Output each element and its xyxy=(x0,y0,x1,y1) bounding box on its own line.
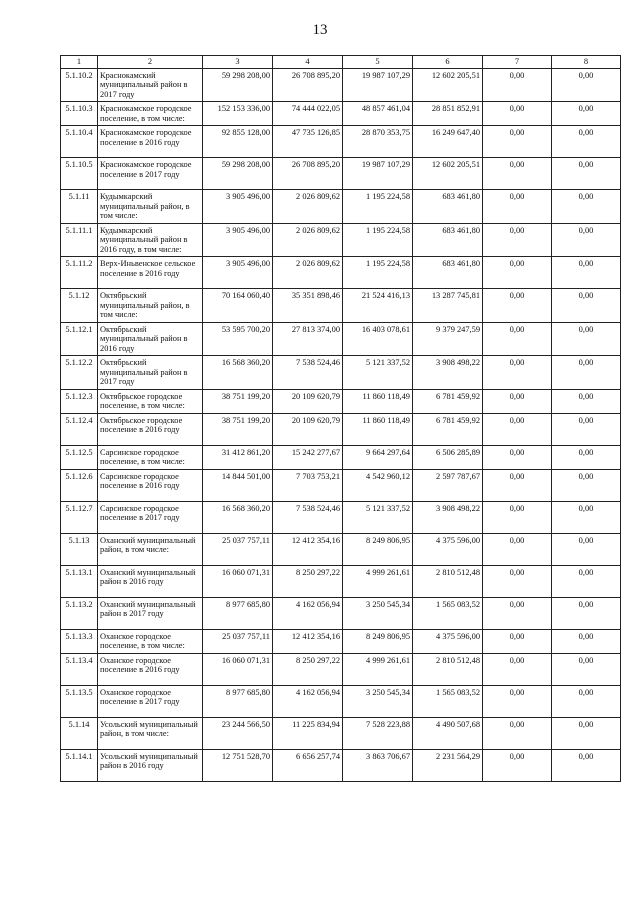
amount-col4-cell: 15 242 277,67 xyxy=(273,445,343,469)
amount-total-cell: 70 164 060,40 xyxy=(203,289,273,323)
amount-col7-cell: 0,00 xyxy=(483,257,552,289)
amount-total-cell: 8 977 685,80 xyxy=(203,597,273,629)
territory-name-cell: Октябрьский муниципальный район в 2017 году xyxy=(98,356,203,390)
territory-name-cell: Октябрьский муниципальный район, в том числе: xyxy=(98,289,203,323)
amount-col8-cell: 0,00 xyxy=(552,389,621,413)
row-number-cell: 5.1.14.1 xyxy=(61,749,98,781)
amount-col4-cell: 35 351 898,46 xyxy=(273,289,343,323)
territory-name-cell: Верх-Иньвенское сельское поселение в 2016 году xyxy=(98,257,203,289)
amount-col6-cell: 1 565 083,52 xyxy=(413,597,483,629)
amount-col4-cell: 74 444 022,05 xyxy=(273,102,343,126)
amount-col4-cell: 8 250 297,22 xyxy=(273,565,343,597)
amount-col8-cell: 0,00 xyxy=(552,653,621,685)
amount-total-cell: 3 905 496,00 xyxy=(203,223,273,257)
column-number-row xyxy=(61,56,621,69)
row-number-cell: 5.1.10.2 xyxy=(61,68,98,102)
amount-col7-cell: 0,00 xyxy=(483,190,552,224)
table-row xyxy=(61,717,621,749)
column-header: 6 xyxy=(413,56,483,69)
territory-name-cell: Оханское городское поселение в 2016 году xyxy=(98,653,203,685)
amount-col5-cell: 11 860 118,49 xyxy=(343,389,413,413)
amount-col8-cell: 0,00 xyxy=(552,533,621,565)
table-row xyxy=(61,749,621,781)
table-row xyxy=(61,68,621,102)
table-row xyxy=(61,469,621,501)
amount-col4-cell: 8 250 297,22 xyxy=(273,653,343,685)
amount-col6-cell: 3 908 498,22 xyxy=(413,501,483,533)
column-header: 3 xyxy=(203,56,273,69)
table-row xyxy=(61,533,621,565)
amount-total-cell: 152 153 336,00 xyxy=(203,102,273,126)
amount-col8-cell: 0,00 xyxy=(552,223,621,257)
amount-col5-cell: 7 528 223,88 xyxy=(343,717,413,749)
row-number-cell: 5.1.10.3 xyxy=(61,102,98,126)
amount-col6-cell: 4 490 507,68 xyxy=(413,717,483,749)
row-number-cell: 5.1.13.2 xyxy=(61,597,98,629)
territory-name-cell: Сарсинское городское поселение в 2016 году xyxy=(98,469,203,501)
amount-col6-cell: 6 506 285,89 xyxy=(413,445,483,469)
amount-col7-cell: 0,00 xyxy=(483,629,552,653)
amount-col7-cell: 0,00 xyxy=(483,685,552,717)
amount-total-cell: 16 568 360,20 xyxy=(203,501,273,533)
amount-col5-cell: 9 664 297,64 xyxy=(343,445,413,469)
row-number-cell: 5.1.12.6 xyxy=(61,469,98,501)
amount-col7-cell: 0,00 xyxy=(483,597,552,629)
amount-col8-cell: 0,00 xyxy=(552,413,621,445)
amount-col4-cell: 12 412 354,16 xyxy=(273,533,343,565)
amount-col4-cell: 7 703 753,21 xyxy=(273,469,343,501)
table-row xyxy=(61,565,621,597)
amount-col4-cell: 7 538 524,46 xyxy=(273,356,343,390)
amount-col6-cell: 2 810 512,48 xyxy=(413,565,483,597)
amount-col7-cell: 0,00 xyxy=(483,469,552,501)
amount-col7-cell: 0,00 xyxy=(483,322,552,356)
amount-col4-cell: 2 026 809,62 xyxy=(273,257,343,289)
amount-col7-cell: 0,00 xyxy=(483,653,552,685)
amount-col5-cell: 19 987 107,29 xyxy=(343,68,413,102)
table-row xyxy=(61,597,621,629)
row-number-cell: 5.1.12.2 xyxy=(61,356,98,390)
amount-col4-cell: 4 162 056,94 xyxy=(273,597,343,629)
amount-col8-cell: 0,00 xyxy=(552,565,621,597)
amount-col7-cell: 0,00 xyxy=(483,158,552,190)
amount-col8-cell: 0,00 xyxy=(552,102,621,126)
amount-col4-cell: 2 026 809,62 xyxy=(273,223,343,257)
territory-name-cell: Краснокамский муниципальный район в 2017 году xyxy=(98,68,203,102)
budget-table xyxy=(60,55,621,782)
amount-total-cell: 16 060 071,31 xyxy=(203,653,273,685)
amount-col4-cell: 26 708 895,20 xyxy=(273,158,343,190)
amount-col4-cell: 20 109 620,79 xyxy=(273,413,343,445)
row-number-cell: 5.1.13 xyxy=(61,533,98,565)
row-number-cell: 5.1.14 xyxy=(61,717,98,749)
territory-name-cell: Октябрьское городское поселение в 2016 году xyxy=(98,413,203,445)
row-number-cell: 5.1.12.7 xyxy=(61,501,98,533)
amount-col6-cell: 4 375 596,00 xyxy=(413,629,483,653)
amount-col7-cell: 0,00 xyxy=(483,389,552,413)
amount-col6-cell: 16 249 647,40 xyxy=(413,126,483,158)
row-number-cell: 5.1.10.4 xyxy=(61,126,98,158)
amount-col5-cell: 4 542 960,12 xyxy=(343,469,413,501)
amount-total-cell: 8 977 685,80 xyxy=(203,685,273,717)
amount-total-cell: 12 751 528,70 xyxy=(203,749,273,781)
territory-name-cell: Оханский муниципальный район в 2017 году xyxy=(98,597,203,629)
amount-col8-cell: 0,00 xyxy=(552,257,621,289)
amount-total-cell: 59 298 208,00 xyxy=(203,68,273,102)
table-row xyxy=(61,629,621,653)
row-number-cell: 5.1.12.5 xyxy=(61,445,98,469)
amount-col5-cell: 3 250 545,34 xyxy=(343,597,413,629)
amount-col5-cell: 3 250 545,34 xyxy=(343,685,413,717)
row-number-cell: 5.1.11.2 xyxy=(61,257,98,289)
row-number-cell: 5.1.12.3 xyxy=(61,389,98,413)
amount-col4-cell: 11 225 834,94 xyxy=(273,717,343,749)
amount-total-cell: 38 751 199,20 xyxy=(203,413,273,445)
amount-col8-cell: 0,00 xyxy=(552,445,621,469)
amount-total-cell: 16 060 071,31 xyxy=(203,565,273,597)
amount-col5-cell: 4 999 261,61 xyxy=(343,565,413,597)
table-row xyxy=(61,289,621,323)
amount-col7-cell: 0,00 xyxy=(483,126,552,158)
amount-col5-cell: 5 121 337,52 xyxy=(343,356,413,390)
amount-col6-cell: 1 565 083,52 xyxy=(413,685,483,717)
territory-name-cell: Кудымкарский муниципальный район, в том числе: xyxy=(98,190,203,224)
table-row xyxy=(61,685,621,717)
territory-name-cell: Сарсинское городское поселение, в том числе: xyxy=(98,445,203,469)
amount-col6-cell: 2 810 512,48 xyxy=(413,653,483,685)
amount-col5-cell: 8 249 806,95 xyxy=(343,533,413,565)
amount-col7-cell: 0,00 xyxy=(483,565,552,597)
amount-total-cell: 14 844 501,00 xyxy=(203,469,273,501)
amount-col8-cell: 0,00 xyxy=(552,322,621,356)
territory-name-cell: Усольский муниципальный район, в том числе: xyxy=(98,717,203,749)
table-row xyxy=(61,389,621,413)
column-header: 4 xyxy=(273,56,343,69)
territory-name-cell: Кудымкарский муниципальный район в 2016 году, в том числе: xyxy=(98,223,203,257)
amount-col6-cell: 2 231 564,29 xyxy=(413,749,483,781)
amount-col6-cell: 28 851 852,91 xyxy=(413,102,483,126)
amount-col5-cell: 16 403 078,61 xyxy=(343,322,413,356)
table-row xyxy=(61,102,621,126)
amount-col4-cell: 2 026 809,62 xyxy=(273,190,343,224)
territory-name-cell: Краснокамское городское поселение, в том числе: xyxy=(98,102,203,126)
row-number-cell: 5.1.11.1 xyxy=(61,223,98,257)
amount-col6-cell: 6 781 459,92 xyxy=(413,389,483,413)
row-number-cell: 5.1.13.4 xyxy=(61,653,98,685)
row-number-cell: 5.1.11 xyxy=(61,190,98,224)
column-header: 2 xyxy=(98,56,203,69)
amount-col8-cell: 0,00 xyxy=(552,289,621,323)
table-body xyxy=(61,68,621,781)
table-row xyxy=(61,322,621,356)
amount-col8-cell: 0,00 xyxy=(552,501,621,533)
amount-col7-cell: 0,00 xyxy=(483,445,552,469)
column-header: 1 xyxy=(61,56,98,69)
territory-name-cell: Оханский муниципальный район в 2016 году xyxy=(98,565,203,597)
territory-name-cell: Краснокамское городское поселение в 2017 году xyxy=(98,158,203,190)
amount-col6-cell: 683 461,80 xyxy=(413,223,483,257)
page-number: 13 xyxy=(312,22,328,38)
amount-total-cell: 31 412 861,20 xyxy=(203,445,273,469)
amount-col6-cell: 12 602 205,51 xyxy=(413,158,483,190)
table-row xyxy=(61,501,621,533)
amount-col6-cell: 683 461,80 xyxy=(413,257,483,289)
amount-total-cell: 53 595 700,20 xyxy=(203,322,273,356)
row-number-cell: 5.1.10.5 xyxy=(61,158,98,190)
amount-col6-cell: 3 908 498,22 xyxy=(413,356,483,390)
amount-col4-cell: 27 813 374,00 xyxy=(273,322,343,356)
amount-col8-cell: 0,00 xyxy=(552,685,621,717)
amount-col7-cell: 0,00 xyxy=(483,68,552,102)
table-row xyxy=(61,445,621,469)
amount-total-cell: 3 905 496,00 xyxy=(203,190,273,224)
amount-col6-cell: 2 597 787,67 xyxy=(413,469,483,501)
amount-col5-cell: 19 987 107,29 xyxy=(343,158,413,190)
amount-col7-cell: 0,00 xyxy=(483,223,552,257)
table-row xyxy=(61,413,621,445)
amount-col5-cell: 48 857 461,04 xyxy=(343,102,413,126)
amount-col7-cell: 0,00 xyxy=(483,717,552,749)
table-row xyxy=(61,126,621,158)
amount-col6-cell: 683 461,80 xyxy=(413,190,483,224)
row-number-cell: 5.1.13.1 xyxy=(61,565,98,597)
amount-col8-cell: 0,00 xyxy=(552,749,621,781)
amount-col8-cell: 0,00 xyxy=(552,68,621,102)
row-number-cell: 5.1.12.4 xyxy=(61,413,98,445)
row-number-cell: 5.1.13.3 xyxy=(61,629,98,653)
amount-col8-cell: 0,00 xyxy=(552,356,621,390)
amount-col8-cell: 0,00 xyxy=(552,190,621,224)
territory-name-cell: Усольский муниципальный район в 2016 году xyxy=(98,749,203,781)
territory-name-cell: Октябрьский муниципальный район в 2016 году xyxy=(98,322,203,356)
amount-col7-cell: 0,00 xyxy=(483,102,552,126)
amount-col7-cell: 0,00 xyxy=(483,356,552,390)
amount-col7-cell: 0,00 xyxy=(483,501,552,533)
table-row xyxy=(61,257,621,289)
amount-total-cell: 25 037 757,11 xyxy=(203,533,273,565)
amount-total-cell: 59 298 208,00 xyxy=(203,158,273,190)
territory-name-cell: Оханское городское поселение в 2017 году xyxy=(98,685,203,717)
amount-col6-cell: 12 602 205,51 xyxy=(413,68,483,102)
amount-col5-cell: 28 870 353,75 xyxy=(343,126,413,158)
row-number-cell: 5.1.13.5 xyxy=(61,685,98,717)
table-row xyxy=(61,653,621,685)
amount-total-cell: 92 855 128,00 xyxy=(203,126,273,158)
amount-col6-cell: 9 379 247,59 xyxy=(413,322,483,356)
amount-col7-cell: 0,00 xyxy=(483,533,552,565)
territory-name-cell: Оханское городское поселение, в том числе: xyxy=(98,629,203,653)
amount-col7-cell: 0,00 xyxy=(483,413,552,445)
amount-col5-cell: 4 999 261,61 xyxy=(343,653,413,685)
amount-total-cell: 25 037 757,11 xyxy=(203,629,273,653)
territory-name-cell: Сарсинское городское поселение в 2017 году xyxy=(98,501,203,533)
amount-col4-cell: 20 109 620,79 xyxy=(273,389,343,413)
amount-col5-cell: 5 121 337,52 xyxy=(343,501,413,533)
amount-col4-cell: 47 735 126,85 xyxy=(273,126,343,158)
amount-total-cell: 23 244 566,50 xyxy=(203,717,273,749)
amount-col8-cell: 0,00 xyxy=(552,469,621,501)
amount-col5-cell: 11 860 118,49 xyxy=(343,413,413,445)
column-header: 5 xyxy=(343,56,413,69)
amount-col4-cell: 12 412 354,16 xyxy=(273,629,343,653)
amount-col6-cell: 13 287 745,81 xyxy=(413,289,483,323)
amount-col4-cell: 26 708 895,20 xyxy=(273,68,343,102)
amount-col4-cell: 6 656 257,74 xyxy=(273,749,343,781)
row-number-cell: 5.1.12 xyxy=(61,289,98,323)
amount-total-cell: 16 568 360,20 xyxy=(203,356,273,390)
amount-col5-cell: 1 195 224,58 xyxy=(343,223,413,257)
territory-name-cell: Краснокамское городское поселение в 2016 году xyxy=(98,126,203,158)
column-header: 8 xyxy=(552,56,621,69)
amount-col6-cell: 6 781 459,92 xyxy=(413,413,483,445)
amount-col8-cell: 0,00 xyxy=(552,597,621,629)
table-row xyxy=(61,356,621,390)
territory-name-cell: Октябрьское городское поселение, в том числе: xyxy=(98,389,203,413)
amount-total-cell: 3 905 496,00 xyxy=(203,257,273,289)
amount-col5-cell: 8 249 806,95 xyxy=(343,629,413,653)
amount-col5-cell: 1 195 224,58 xyxy=(343,257,413,289)
amount-col6-cell: 4 375 596,00 xyxy=(413,533,483,565)
amount-total-cell: 38 751 199,20 xyxy=(203,389,273,413)
amount-col7-cell: 0,00 xyxy=(483,289,552,323)
amount-col5-cell: 21 524 416,13 xyxy=(343,289,413,323)
amount-col5-cell: 1 195 224,58 xyxy=(343,190,413,224)
table-row xyxy=(61,190,621,224)
territory-name-cell: Оханский муниципальный район, в том числе: xyxy=(98,533,203,565)
amount-col4-cell: 4 162 056,94 xyxy=(273,685,343,717)
amount-col8-cell: 0,00 xyxy=(552,126,621,158)
amount-col5-cell: 3 863 706,67 xyxy=(343,749,413,781)
amount-col8-cell: 0,00 xyxy=(552,629,621,653)
amount-col8-cell: 0,00 xyxy=(552,717,621,749)
table-row xyxy=(61,158,621,190)
amount-col7-cell: 0,00 xyxy=(483,749,552,781)
amount-col8-cell: 0,00 xyxy=(552,158,621,190)
row-number-cell: 5.1.12.1 xyxy=(61,322,98,356)
table-row xyxy=(61,223,621,257)
amount-col4-cell: 7 538 524,46 xyxy=(273,501,343,533)
column-header: 7 xyxy=(483,56,552,69)
